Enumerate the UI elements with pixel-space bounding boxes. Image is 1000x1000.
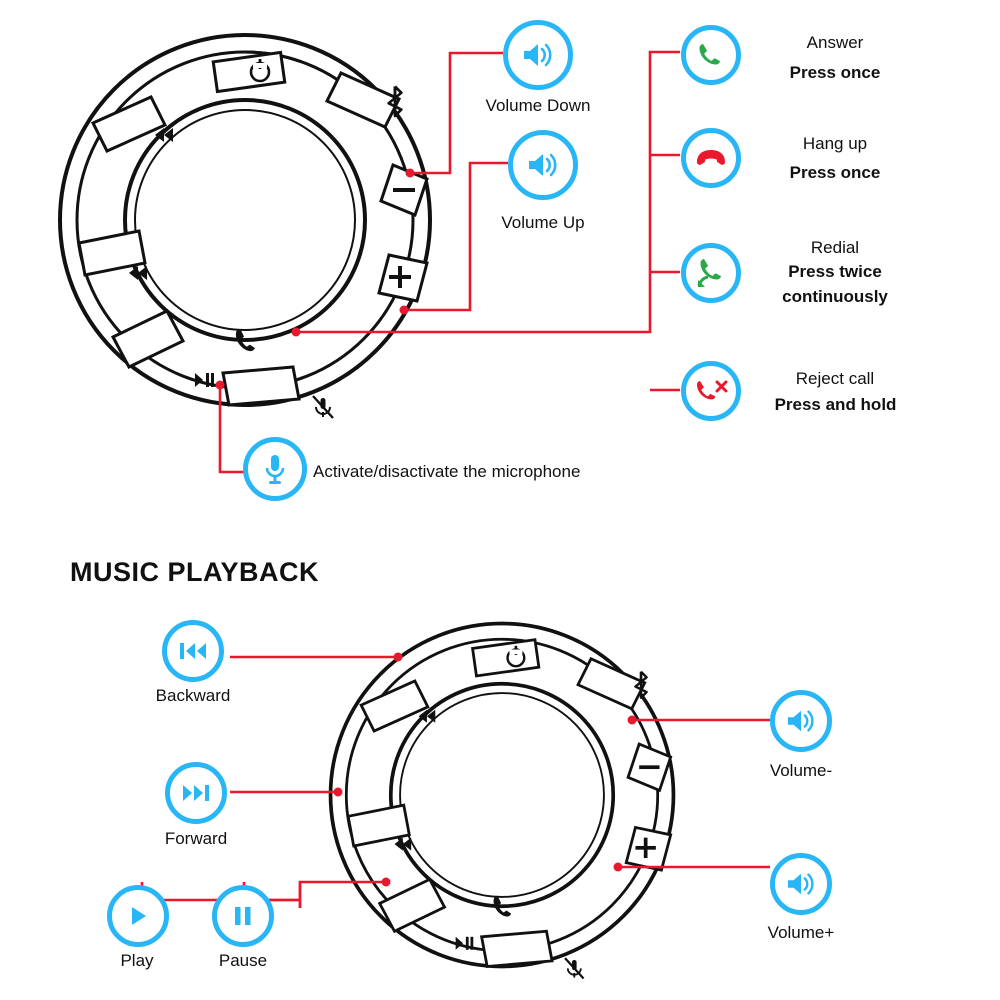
callout-pause-label: Pause — [218, 951, 268, 970]
callout-microphone-icon-bubble — [243, 437, 307, 501]
speaker-icon — [785, 707, 817, 735]
phone-hangup-icon — [694, 146, 728, 170]
callout-hang-up-action: Press once — [789, 163, 881, 182]
skip-backward-icon — [178, 640, 208, 662]
callout-redial-icon-bubble — [681, 243, 741, 303]
section-title-music-playback: MUSIC PLAYBACK — [70, 557, 320, 587]
pause-icon — [232, 904, 254, 928]
phone-handset-icon — [696, 40, 726, 70]
callout-pause-icon-bubble — [212, 885, 274, 947]
callout-volume-down-icon-bubble — [503, 20, 573, 90]
callout-backward-label: Backward — [155, 686, 231, 705]
speaker-icon — [526, 150, 560, 180]
callout-redial-action-line1: Press twice — [788, 262, 882, 281]
callout-backward-icon-bubble — [162, 620, 224, 682]
skip-forward-icon — [181, 782, 211, 804]
play-icon — [126, 904, 150, 928]
callout-volume-plus-icon-bubble — [770, 853, 832, 915]
phone-reject-icon — [693, 376, 729, 406]
callout-hang-up-icon-bubble — [681, 128, 741, 188]
speaker-icon — [785, 870, 817, 898]
callout-redial-action-line2: continuously — [782, 287, 888, 306]
callout-answer-action: Press once — [789, 63, 881, 82]
callout-volume-plus-label: Volume+ — [767, 923, 835, 942]
callout-volume-down-label: Volume Down — [485, 96, 591, 115]
speaker-icon — [521, 40, 555, 70]
callout-answer-title: Answer — [806, 33, 864, 52]
callout-play-label: Play — [120, 951, 154, 970]
callout-reject-call-icon-bubble — [681, 361, 741, 421]
callout-microphone-label: Activate/disactivate the microphone — [313, 462, 581, 481]
callout-reject-call-title: Reject call — [795, 369, 875, 388]
callout-reject-call-action: Press and hold — [774, 395, 897, 414]
callout-answer-icon-bubble — [681, 25, 741, 85]
microphone-icon — [262, 452, 288, 486]
callout-forward-icon-bubble — [165, 762, 227, 824]
callout-hang-up-title: Hang up — [802, 134, 868, 153]
callout-volume-minus-label: Volume- — [769, 761, 833, 780]
callout-redial-title: Redial — [810, 238, 860, 257]
callout-forward-label: Forward — [164, 829, 228, 848]
callout-play-icon-bubble — [107, 885, 169, 947]
callout-volume-up-label: Volume Up — [501, 213, 585, 232]
callout-volume-minus-icon-bubble — [770, 690, 832, 752]
callout-volume-up-icon-bubble — [508, 130, 578, 200]
phone-redial-icon — [694, 256, 728, 290]
